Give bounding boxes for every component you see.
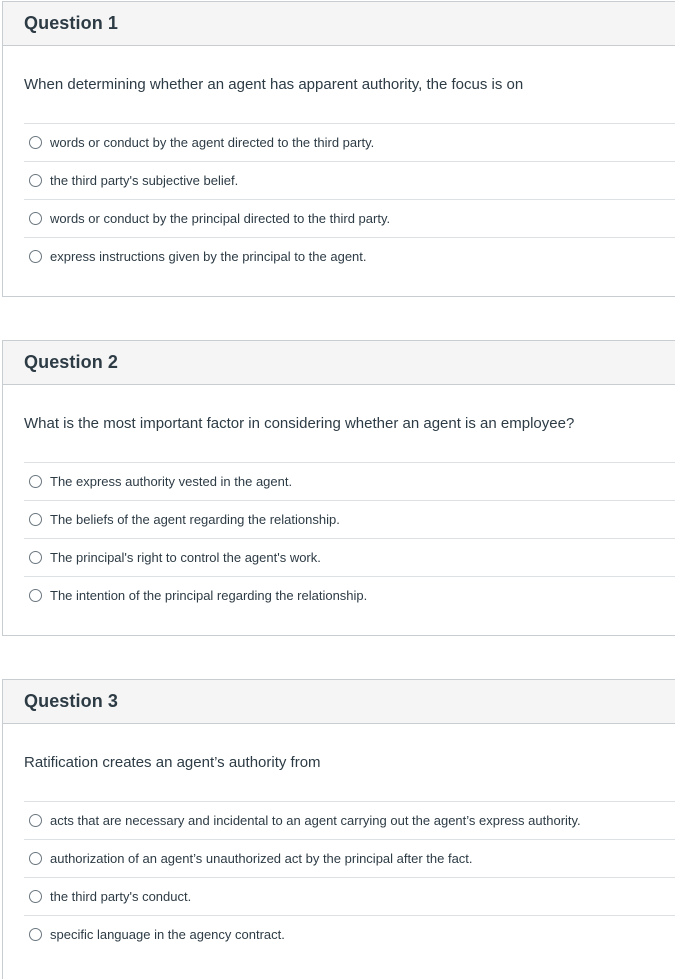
answer-option[interactable] [24,500,675,538]
answer-label[interactable]: The beliefs of the agent regarding the relationship. [50,512,340,527]
answer-label[interactable]: the third party's conduct. [50,889,192,904]
question-1 [2,1,675,297]
answer-label[interactable]: the third party's subjective belief. [50,173,239,188]
answer-label[interactable]: The principal's right to control the agent's work. [50,550,321,565]
answer-label[interactable]: words or conduct by the principal directed to the third party. [50,211,391,226]
answer-option[interactable] [24,237,675,275]
answer-list [24,801,675,953]
answer-option[interactable] [24,199,675,237]
question-text: What is the most important factor in considering whether an agent is an employee? [24,415,575,432]
radio-button[interactable] [29,513,42,526]
radio-button[interactable] [29,814,42,827]
answer-option[interactable] [24,576,675,614]
answer-label[interactable]: The express authority vested in the agent. [50,474,293,489]
answer-option[interactable] [24,839,675,877]
radio-button[interactable] [29,551,42,564]
radio-button[interactable] [29,852,42,865]
radio-button[interactable] [29,890,42,903]
radio-button[interactable] [29,928,42,941]
question-title: Question 3 [24,691,119,711]
answer-option[interactable] [24,801,675,839]
answer-label[interactable]: acts that are necessary and incidental to an agent carrying out the agent’s express authority. [50,813,581,828]
answer-label[interactable]: words or conduct by the agent directed to the third party. [50,135,375,150]
question-3 [2,679,675,979]
question-text: When determining whether an agent has apparent authority, the focus is on [24,76,524,93]
answer-label[interactable]: specific language in the agency contract. [50,927,285,942]
radio-button[interactable] [29,136,42,149]
answer-option[interactable] [24,538,675,576]
radio-button[interactable] [29,212,42,225]
radio-button[interactable] [29,174,42,187]
question-header [3,680,675,724]
answer-option[interactable] [24,877,675,915]
question-text: Ratification creates an agent’s authority from [24,754,321,771]
answer-option[interactable] [24,123,675,161]
question-2 [2,340,675,636]
question-title: Question 2 [24,352,119,372]
radio-button[interactable] [29,475,42,488]
answer-option[interactable] [24,462,675,500]
radio-button[interactable] [29,250,42,263]
answer-label[interactable]: The intention of the principal regarding the relationship. [50,588,368,603]
answer-list [24,123,675,275]
question-header [3,341,675,385]
answer-option[interactable] [24,915,675,953]
answer-option[interactable] [24,161,675,199]
answer-label[interactable]: authorization of an agent’s unauthorized act by the principal after the fact. [50,851,473,866]
question-title: Question 1 [24,13,119,33]
answer-list [24,462,675,614]
question-header [3,2,675,46]
answer-label[interactable]: express instructions given by the principal to the agent. [50,249,367,264]
radio-button[interactable] [29,589,42,602]
